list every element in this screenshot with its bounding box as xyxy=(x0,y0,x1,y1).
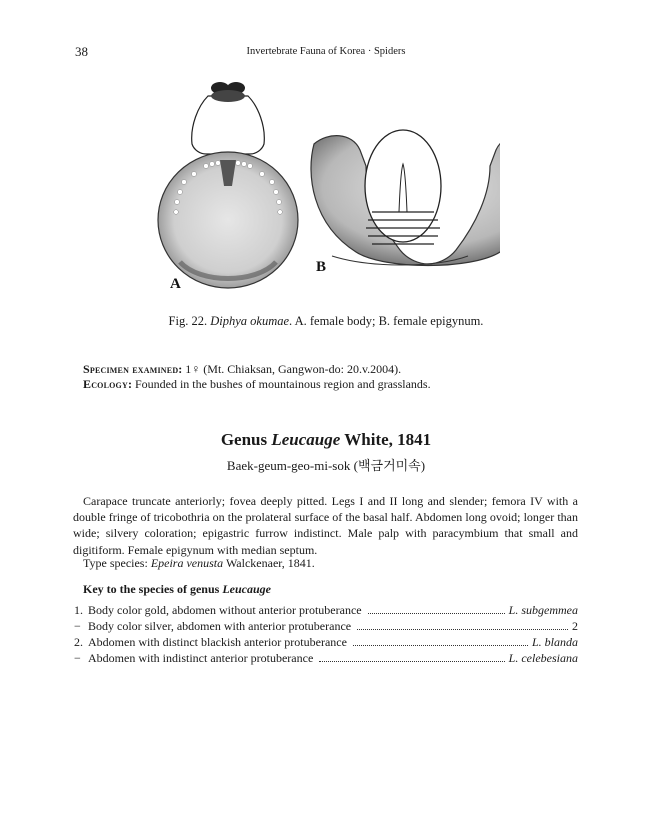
genus-author: White, 1841 xyxy=(344,430,432,449)
key-row xyxy=(74,602,578,618)
key-row-text: Abdomen with distinct blackish anterior protuberance xyxy=(88,635,347,649)
figure-label-b: B xyxy=(316,259,327,275)
female-epigynum-drawing xyxy=(311,130,500,266)
key-row-leader xyxy=(368,613,505,614)
key-heading-prefix: Key to the species of genus xyxy=(83,582,220,596)
female-body-drawing xyxy=(158,82,298,288)
key-row xyxy=(74,618,578,634)
key-row-text: Body color gold, abdomen without anterior protuberance xyxy=(88,603,362,617)
key-row-leader xyxy=(353,645,528,646)
ecology-label: Ecology xyxy=(83,377,128,391)
key-row-text: Body color silver, abdomen with anterior protuberance xyxy=(88,619,352,633)
genus-korean-name: Baek-geum-geo-mi-sok (백금거미속) xyxy=(226,458,426,473)
type-species-author: Walckenaer, 1841. xyxy=(225,556,315,570)
genus-prefix: Genus xyxy=(220,430,268,449)
type-species xyxy=(83,556,315,571)
key-row-number: 2. xyxy=(74,635,83,649)
running-header: Invertebrate Fauna of Korea · Spiders xyxy=(246,46,406,57)
specimen-text: 1♀ (Mt. Chiaksan, Gangwon-do: 20.v.2004). xyxy=(185,362,402,376)
key-row xyxy=(74,634,578,650)
genus-description: Carapace truncate anteriorly; fovea deeply pitted. Legs I and II long and slender; femora IV with a double fringe of tricobothria on the prolateral surface of the basal half. Abdomen long ovoid; longer than wide; silvery coloration; epigastric furrow indistinct. Male palp with paracymbium that small and digitiform. Female epigynum with median septum. xyxy=(73,494,578,557)
figure-diphya-okumae xyxy=(150,74,500,296)
caption-species: Diphya okumae xyxy=(210,314,290,328)
specimen-label: Specimen examined xyxy=(83,362,179,376)
figure-illustration xyxy=(150,74,500,296)
specimen-examined: Specimen examined: 1♀ (Mt. Chiaksan, Gangwon-do: 20.v.2004). xyxy=(83,362,402,376)
key-row-number: − xyxy=(74,619,81,633)
key-heading-genus: Leucauge xyxy=(222,582,271,596)
ecology-text: Founded in the bushes of mountainous region and grasslands. xyxy=(134,377,431,391)
key-row-text: Abdomen with indistinct anterior protuberance xyxy=(88,651,314,665)
figure-caption xyxy=(0,314,652,329)
caption-prefix: Fig. 22. xyxy=(168,314,208,328)
genus-title xyxy=(0,430,652,450)
genus-name: Leucauge xyxy=(271,430,341,449)
key-row-result: 2 xyxy=(572,619,578,633)
type-species-name: Epeira venusta xyxy=(150,556,224,570)
ecology: Ecology: Founded in the bushes of mountainous region and grasslands. xyxy=(83,377,431,391)
key-row-leader xyxy=(357,629,568,630)
type-species-label: Type species: xyxy=(83,556,148,570)
key-row-result: L. celebesiana xyxy=(508,651,578,665)
key-row-leader xyxy=(319,661,504,662)
figure-label-a: A xyxy=(170,276,181,292)
key-row xyxy=(74,650,578,666)
key-row-number: 1. xyxy=(74,603,83,617)
key-row-number: − xyxy=(74,651,81,665)
key-row-result: L. blanda xyxy=(531,635,578,649)
key-row-result: L. subgemmea xyxy=(508,603,578,617)
page-number: 38 xyxy=(75,44,88,59)
key-heading xyxy=(83,582,271,597)
caption-rest: . A. female body; B. female epigynum. xyxy=(289,314,484,328)
